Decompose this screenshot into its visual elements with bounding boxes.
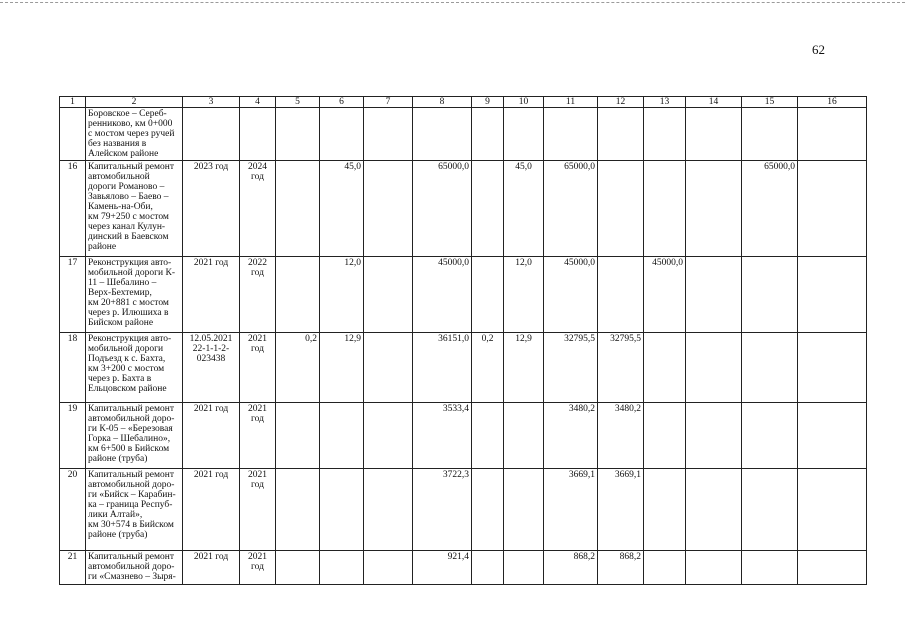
table-cell-col15: 65000,0 bbox=[742, 161, 798, 257]
table-cell-col1: 21 bbox=[60, 551, 86, 585]
page-top-rule bbox=[0, 2, 905, 3]
table-cell-col1: 20 bbox=[60, 469, 86, 551]
table-cell-col5 bbox=[276, 108, 320, 161]
table-cell-col8: 36151,0 bbox=[413, 333, 472, 403]
table-cell-col7 bbox=[364, 551, 413, 585]
table-cell-col6 bbox=[320, 403, 364, 469]
table-cell-col7 bbox=[364, 161, 413, 257]
table-row bbox=[60, 161, 867, 257]
table-cell-col9 bbox=[472, 108, 504, 161]
table-cell-col13 bbox=[644, 469, 686, 551]
data-table bbox=[59, 96, 867, 585]
table-cell-col8 bbox=[413, 108, 472, 161]
header-cell: 6 bbox=[320, 97, 364, 108]
table-cell-col2: Капитальный ремонт автомобильной доро- ги «Бийск – Карабин- ка – граница Респуб- лики Алтай», км 30+574 в Бийском районе (труба) bbox=[86, 469, 183, 551]
table-cell-col13 bbox=[644, 551, 686, 585]
table-cell-col11 bbox=[544, 108, 598, 161]
table-cell-col13: 45000,0 bbox=[644, 257, 686, 333]
table-cell-col14 bbox=[686, 257, 742, 333]
table-cell-col16 bbox=[798, 108, 867, 161]
table-cell-col15 bbox=[742, 257, 798, 333]
table-cell-col4 bbox=[240, 108, 276, 161]
table-cell-col16 bbox=[798, 551, 867, 585]
table-cell-col15 bbox=[742, 551, 798, 585]
table-cell-col12: 32795,5 bbox=[598, 333, 644, 403]
header-row bbox=[60, 97, 867, 108]
table-cell-col2: Капитальный ремонт автомобильной дороги Романово – Завьялово – Баево – Камень-на-Оби, км 79+250 с мостом через канал Кулун- динский в Баевском районе bbox=[86, 161, 183, 257]
table-cell-col2: Реконструкция авто- мобильной дороги К- 11 – Шебалино – Верх-Бехтемир, км 20+881 с мостом через р. Илюшиха в Бийском районе bbox=[86, 257, 183, 333]
table-cell-col2: Реконструкция авто- мобильной дороги Подъезд к с. Бахта, км 3+200 с мостом через р. Бахта в Ельцовском районе bbox=[86, 333, 183, 403]
table-cell-col16 bbox=[798, 403, 867, 469]
table-cell-col9 bbox=[472, 469, 504, 551]
table-cell-col3 bbox=[183, 108, 240, 161]
table-row bbox=[60, 333, 867, 403]
table-cell-col8: 3533,4 bbox=[413, 403, 472, 469]
table-cell-col5 bbox=[276, 161, 320, 257]
table-cell-col14 bbox=[686, 403, 742, 469]
table-row bbox=[60, 108, 867, 161]
table-row bbox=[60, 469, 867, 551]
table-cell-col14 bbox=[686, 161, 742, 257]
table-cell-col13 bbox=[644, 108, 686, 161]
table-cell-col7 bbox=[364, 469, 413, 551]
table-cell-col6: 12,0 bbox=[320, 257, 364, 333]
header-cell: 13 bbox=[644, 97, 686, 108]
table-cell-col7 bbox=[364, 257, 413, 333]
table-row bbox=[60, 257, 867, 333]
header-cell: 10 bbox=[504, 97, 544, 108]
table-cell-col12 bbox=[598, 257, 644, 333]
table-cell-col15 bbox=[742, 403, 798, 469]
table-cell-col15 bbox=[742, 333, 798, 403]
table-cell-col6: 45,0 bbox=[320, 161, 364, 257]
table-cell-col3: 2021 год bbox=[183, 257, 240, 333]
table-cell-col2: Боровское – Сереб- ренниково, км 0+000 с мостом через ручей без названия в Алейском районе bbox=[86, 108, 183, 161]
table-cell-col11: 868,2 bbox=[544, 551, 598, 585]
table-row bbox=[60, 551, 867, 585]
header-cell: 2 bbox=[86, 97, 183, 108]
header-cell: 7 bbox=[364, 97, 413, 108]
table-cell-col10 bbox=[504, 469, 544, 551]
table-cell-col3: 2021 год bbox=[183, 403, 240, 469]
table-cell-col11: 65000,0 bbox=[544, 161, 598, 257]
table-cell-col3: 2023 год bbox=[183, 161, 240, 257]
table-cell-col14 bbox=[686, 469, 742, 551]
table-cell-col1: 16 bbox=[60, 161, 86, 257]
table-cell-col16 bbox=[798, 257, 867, 333]
table-cell-col9 bbox=[472, 403, 504, 469]
table-cell-col7 bbox=[364, 333, 413, 403]
table-cell-col13 bbox=[644, 333, 686, 403]
table-cell-col10 bbox=[504, 403, 544, 469]
table-cell-col5 bbox=[276, 551, 320, 585]
table-cell-col16 bbox=[798, 469, 867, 551]
table-cell-col3: 12.05.2021 22-1-1-2- 023438 bbox=[183, 333, 240, 403]
table-cell-col7 bbox=[364, 108, 413, 161]
table-cell-col13 bbox=[644, 161, 686, 257]
table-cell-col5 bbox=[276, 469, 320, 551]
table-cell-col3: 2021 год bbox=[183, 551, 240, 585]
table-cell-col4: 2021 год bbox=[240, 333, 276, 403]
table-cell-col5 bbox=[276, 257, 320, 333]
table-cell-col4: 2024 год bbox=[240, 161, 276, 257]
table-cell-col2: Капитальный ремонт автомобильной доро- ги «Смазнево – Зыря- bbox=[86, 551, 183, 585]
table-cell-col8: 45000,0 bbox=[413, 257, 472, 333]
table-cell-col11: 45000,0 bbox=[544, 257, 598, 333]
header-cell: 4 bbox=[240, 97, 276, 108]
table-cell-col13 bbox=[644, 403, 686, 469]
table-cell-col15 bbox=[742, 469, 798, 551]
table-cell-col6 bbox=[320, 551, 364, 585]
table-cell-col12 bbox=[598, 161, 644, 257]
table-cell-col8: 65000,0 bbox=[413, 161, 472, 257]
header-cell: 15 bbox=[742, 97, 798, 108]
table-cell-col2: Капитальный ремонт автомобильной доро- ги К-05 – «Березовая Горка – Шебалино», км 6+500 в Бийском районе (труба) bbox=[86, 403, 183, 469]
page-number: 62 bbox=[812, 42, 825, 57]
header-cell: 9 bbox=[472, 97, 504, 108]
header-cell: 1 bbox=[60, 97, 86, 108]
table-cell-col9: 0,2 bbox=[472, 333, 504, 403]
table-cell-col16 bbox=[798, 161, 867, 257]
table-cell-col8: 921,4 bbox=[413, 551, 472, 585]
table-cell-col5: 0,2 bbox=[276, 333, 320, 403]
table-cell-col14 bbox=[686, 551, 742, 585]
table-cell-col14 bbox=[686, 108, 742, 161]
header-cell: 5 bbox=[276, 97, 320, 108]
table-cell-col12: 868,2 bbox=[598, 551, 644, 585]
table-cell-col12: 3669,1 bbox=[598, 469, 644, 551]
table-cell-col10: 12,9 bbox=[504, 333, 544, 403]
table-cell-col10 bbox=[504, 108, 544, 161]
table-cell-col4: 2021 год bbox=[240, 469, 276, 551]
header-cell: 8 bbox=[413, 97, 472, 108]
table-cell-col7 bbox=[364, 403, 413, 469]
table-cell-col11: 3480,2 bbox=[544, 403, 598, 469]
header-cell: 3 bbox=[183, 97, 240, 108]
table-cell-col1: 19 bbox=[60, 403, 86, 469]
table-cell-col6 bbox=[320, 108, 364, 161]
table-cell-col9 bbox=[472, 161, 504, 257]
table-cell-col9 bbox=[472, 551, 504, 585]
table-cell-col4: 2022 год bbox=[240, 257, 276, 333]
table-cell-col11: 32795,5 bbox=[544, 333, 598, 403]
table-cell-col11: 3669,1 bbox=[544, 469, 598, 551]
table-cell-col16 bbox=[798, 333, 867, 403]
table-cell-col12 bbox=[598, 108, 644, 161]
header-cell: 14 bbox=[686, 97, 742, 108]
table-cell-col15 bbox=[742, 108, 798, 161]
table-cell-col8: 3722,3 bbox=[413, 469, 472, 551]
table-cell-col3: 2021 год bbox=[183, 469, 240, 551]
table-cell-col4: 2021 год bbox=[240, 403, 276, 469]
header-cell: 16 bbox=[798, 97, 867, 108]
table-cell-col1: 18 bbox=[60, 333, 86, 403]
table-row bbox=[60, 403, 867, 469]
table-cell-col10: 45,0 bbox=[504, 161, 544, 257]
header-cell: 12 bbox=[598, 97, 644, 108]
table-cell-col6: 12,9 bbox=[320, 333, 364, 403]
table-cell-col1: 17 bbox=[60, 257, 86, 333]
table-cell-col12: 3480,2 bbox=[598, 403, 644, 469]
table-cell-col10 bbox=[504, 551, 544, 585]
table-cell-col4: 2021 год bbox=[240, 551, 276, 585]
table-cell-col9 bbox=[472, 257, 504, 333]
table-cell-col10: 12,0 bbox=[504, 257, 544, 333]
table-cell-col14 bbox=[686, 333, 742, 403]
table-cell-col1 bbox=[60, 108, 86, 161]
table-cell-col6 bbox=[320, 469, 364, 551]
table-cell-col5 bbox=[276, 403, 320, 469]
header-cell: 11 bbox=[544, 97, 598, 108]
